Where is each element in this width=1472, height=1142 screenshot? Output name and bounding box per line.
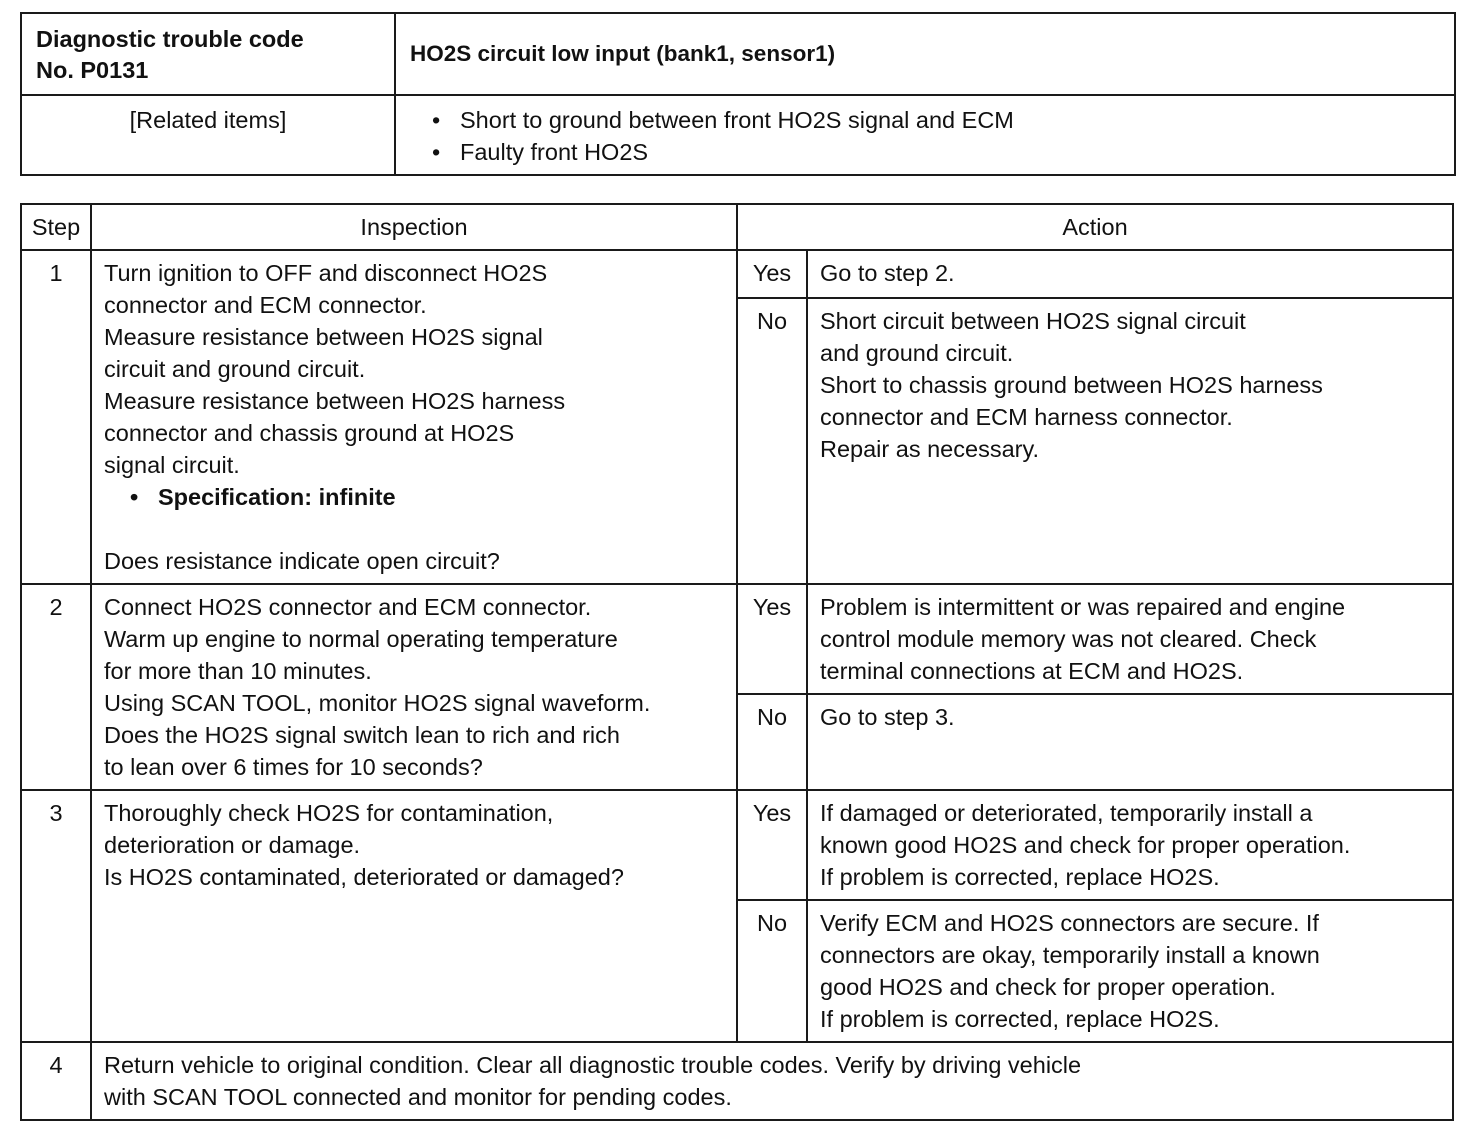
action-line: terminal connections at ECM and HO2S. xyxy=(820,658,1244,684)
action-line: connectors are okay, temporarily install a known xyxy=(820,942,1320,968)
inspection-line: Warm up engine to normal operating temperature xyxy=(104,626,618,652)
action-line: Go to step 3. xyxy=(820,704,955,730)
related-items-cell xyxy=(395,95,1455,175)
inspection-line: connector and ECM connector. xyxy=(104,292,427,318)
action-line: If problem is corrected, replace HO2S. xyxy=(820,864,1220,890)
column-header-step: Step xyxy=(21,204,91,250)
action-line: Go to step 2. xyxy=(820,260,955,286)
step-inspection xyxy=(91,250,737,584)
yes-action xyxy=(807,250,1453,298)
inspection-line: deterioration or damage. xyxy=(104,832,361,858)
action-line: Short to chassis ground between HO2S harness xyxy=(820,372,1323,398)
inspection-line: signal circuit. xyxy=(104,452,240,478)
dtc-title: HO2S circuit low input (bank1, sensor1) xyxy=(395,13,1455,95)
related-items-label: [Related items] xyxy=(21,95,395,175)
inspection-line: for more than 10 minutes. xyxy=(104,658,372,684)
step-number: 1 xyxy=(21,250,91,584)
bullet-icon: • xyxy=(130,484,139,510)
action-line: If damaged or deteriorated, temporarily install a xyxy=(820,800,1313,826)
step-row xyxy=(21,250,1453,298)
action-line: good HO2S and check for proper operation. xyxy=(820,974,1276,1000)
inspection-line: Using SCAN TOOL, monitor HO2S signal waveform. xyxy=(104,690,651,716)
inspection-line: connector and chassis ground at HO2S xyxy=(104,420,515,446)
related-items-list xyxy=(410,104,1440,168)
yes-action xyxy=(807,790,1453,900)
action-line: Verify ECM and HO2S connectors are secure. If xyxy=(820,910,1319,936)
specification-text: Specification: infinite xyxy=(158,484,396,510)
step-number: 3 xyxy=(21,790,91,1042)
no-label: No xyxy=(737,694,807,790)
step-row xyxy=(21,790,1453,900)
inspection-line: Measure resistance between HO2S signal xyxy=(104,324,543,350)
inspection-line: Does the HO2S signal switch lean to rich and rich xyxy=(104,722,620,748)
inspection-question: Does resistance indicate open circuit? xyxy=(104,548,500,574)
step-row xyxy=(21,584,1453,694)
dtc-code-label xyxy=(21,13,395,95)
action-line: control module memory was not cleared. Check xyxy=(820,626,1317,652)
related-item: • Faulty front HO2S xyxy=(432,136,1440,168)
dtc-header-table xyxy=(20,12,1456,176)
related-item: • Short to ground between front HO2S signal and ECM xyxy=(432,104,1440,136)
action-line: Repair as necessary. xyxy=(820,436,1039,462)
step-number: 4 xyxy=(21,1042,91,1120)
step-inspection xyxy=(91,790,737,1042)
no-label: No xyxy=(737,900,807,1042)
specification xyxy=(104,481,724,513)
inspection-line: Turn ignition to OFF and disconnect HO2S xyxy=(104,260,548,286)
inspection-line: Connect HO2S connector and ECM connector. xyxy=(104,594,592,620)
instruction-line: with SCAN TOOL connected and monitor for pending codes. xyxy=(104,1084,732,1110)
action-line: Problem is intermittent or was repaired and engine xyxy=(820,594,1346,620)
step-inspection xyxy=(91,584,737,790)
action-line: If problem is corrected, replace HO2S. xyxy=(820,1006,1220,1032)
diagnostic-steps-table xyxy=(20,203,1454,1121)
yes-label: Yes xyxy=(737,584,807,694)
action-line: Short circuit between HO2S signal circuit xyxy=(820,308,1246,334)
inspection-line: to lean over 6 times for 10 seconds? xyxy=(104,754,483,780)
no-action xyxy=(807,900,1453,1042)
step-final-instruction xyxy=(91,1042,1453,1120)
yes-label: Yes xyxy=(737,250,807,298)
step-row xyxy=(21,1042,1453,1120)
no-action xyxy=(807,298,1453,584)
action-line: and ground circuit. xyxy=(820,340,1014,366)
step-number: 2 xyxy=(21,584,91,790)
inspection-line: circuit and ground circuit. xyxy=(104,356,366,382)
yes-action xyxy=(807,584,1453,694)
inspection-line: Is HO2S contaminated, deteriorated or damaged? xyxy=(104,864,624,890)
inspection-line: Measure resistance between HO2S harness xyxy=(104,388,566,414)
inspection-line: Thoroughly check HO2S for contamination, xyxy=(104,800,554,826)
dtc-code-number: No. P0131 xyxy=(36,57,149,83)
no-action xyxy=(807,694,1453,790)
action-line: connector and ECM harness connector. xyxy=(820,404,1233,430)
dtc-code-label-line1: Diagnostic trouble code xyxy=(36,26,304,52)
instruction-line: Return vehicle to original condition. Clear all diagnostic trouble codes. Verify by driving vehicle xyxy=(104,1052,1082,1078)
table-header-row xyxy=(21,204,1453,250)
yes-label: Yes xyxy=(737,790,807,900)
column-header-action: Action xyxy=(737,204,1453,250)
column-header-inspection: Inspection xyxy=(91,204,737,250)
no-label: No xyxy=(737,298,807,584)
action-line: known good HO2S and check for proper operation. xyxy=(820,832,1351,858)
